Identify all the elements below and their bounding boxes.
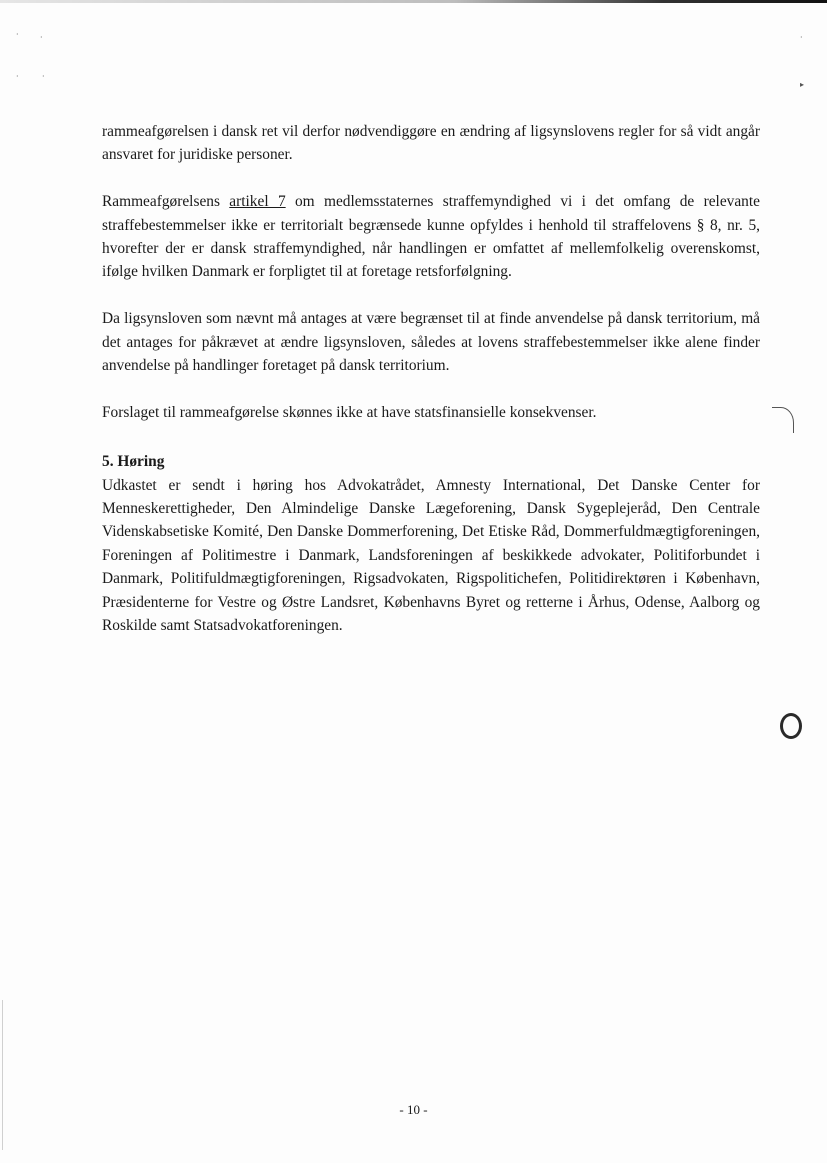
scan-speck: · [16, 30, 19, 39]
paragraph-straffemyndighed [102, 190, 760, 284]
scan-top-edge [0, 0, 827, 3]
paragraph-hoering [102, 474, 760, 638]
paragraph-territorium [102, 307, 760, 377]
article-reference: artikel 7 [229, 193, 286, 211]
paragraph-konsekvenser [102, 401, 760, 424]
scan-left-edge [2, 1000, 3, 1150]
paragraph-text: Da ligsynsloven som nævnt må antages at være begrænset til at finde anvendelse på dansk territorium, må det antages for påkrævet at ændre ligsynsloven, således at lovens straffebestemmelser ikke alene finder anvendelse på handlinger foretaget på dansk territorium. [102, 310, 760, 375]
scan-arc-mark [772, 407, 794, 433]
scan-speck: · [40, 33, 43, 42]
paragraph-text: rammeafgørelsen i dansk ret vil derfor nødvendiggøre en ændring af ligsynslovens regler for så vidt angår ansvaret for juridiske personer. [102, 123, 760, 164]
punch-hole-mark [780, 713, 802, 739]
paragraph-text: om medlemsstaternes straffemyndighed vi i det omfang de relevante straffebestemmelser ikke er territorialt begrænsede kunne opfyldes i henhold til straffelovens § 8, nr. 5, hvorefter der er dansk straffemyndighed, når handlingen er omfattet af mellemfolkelig overenskomst, ifølge hvilken Danmark er forpligtet til at foretage retsforfølgning. [102, 193, 760, 281]
page-number: - 10 - [399, 1102, 428, 1117]
document-body [102, 120, 760, 661]
scan-speck: ▸ [800, 80, 805, 89]
scan-speck: · [800, 33, 803, 42]
section-heading: 5. Høring [102, 453, 165, 471]
paragraph-text: Forslaget til rammeafgørelse skønnes ikke at have statsfinansielle konsekvenser. [102, 403, 597, 421]
paragraph-text: Rammeafgørelsens [102, 193, 230, 211]
paragraph-text: Udkastet er sendt i høring hos Advokatrådet, Amnesty International, Det Danske Center for Menneskerettigheder, Den Almindelige Danske Lægeforening, Dansk Sygeplejeråd, Den Centrale Videnskabsetiske Komité, Den Danske Dommerforening, Det Etiske Råd, Dommerfuldmægtigforeningen, Foreningen af Politimestre i Danmark, Landsforeningen af beskikkede advokater, Politiforbundet i Danmark, Politifuldmægtigforeningen, Rigsadvokaten, Rigspolitichefen, Politidirektøren i København, Præsidenterne for Vestre og Østre Landsret, Københavns Byret og retterne i Århus, Odense, Aalborg og Roskilde samt Statsadvokatforeningen. [102, 476, 760, 635]
paragraph-ansvar [102, 120, 760, 167]
scan-speck: · [16, 72, 19, 81]
scan-speck: · [42, 72, 45, 81]
